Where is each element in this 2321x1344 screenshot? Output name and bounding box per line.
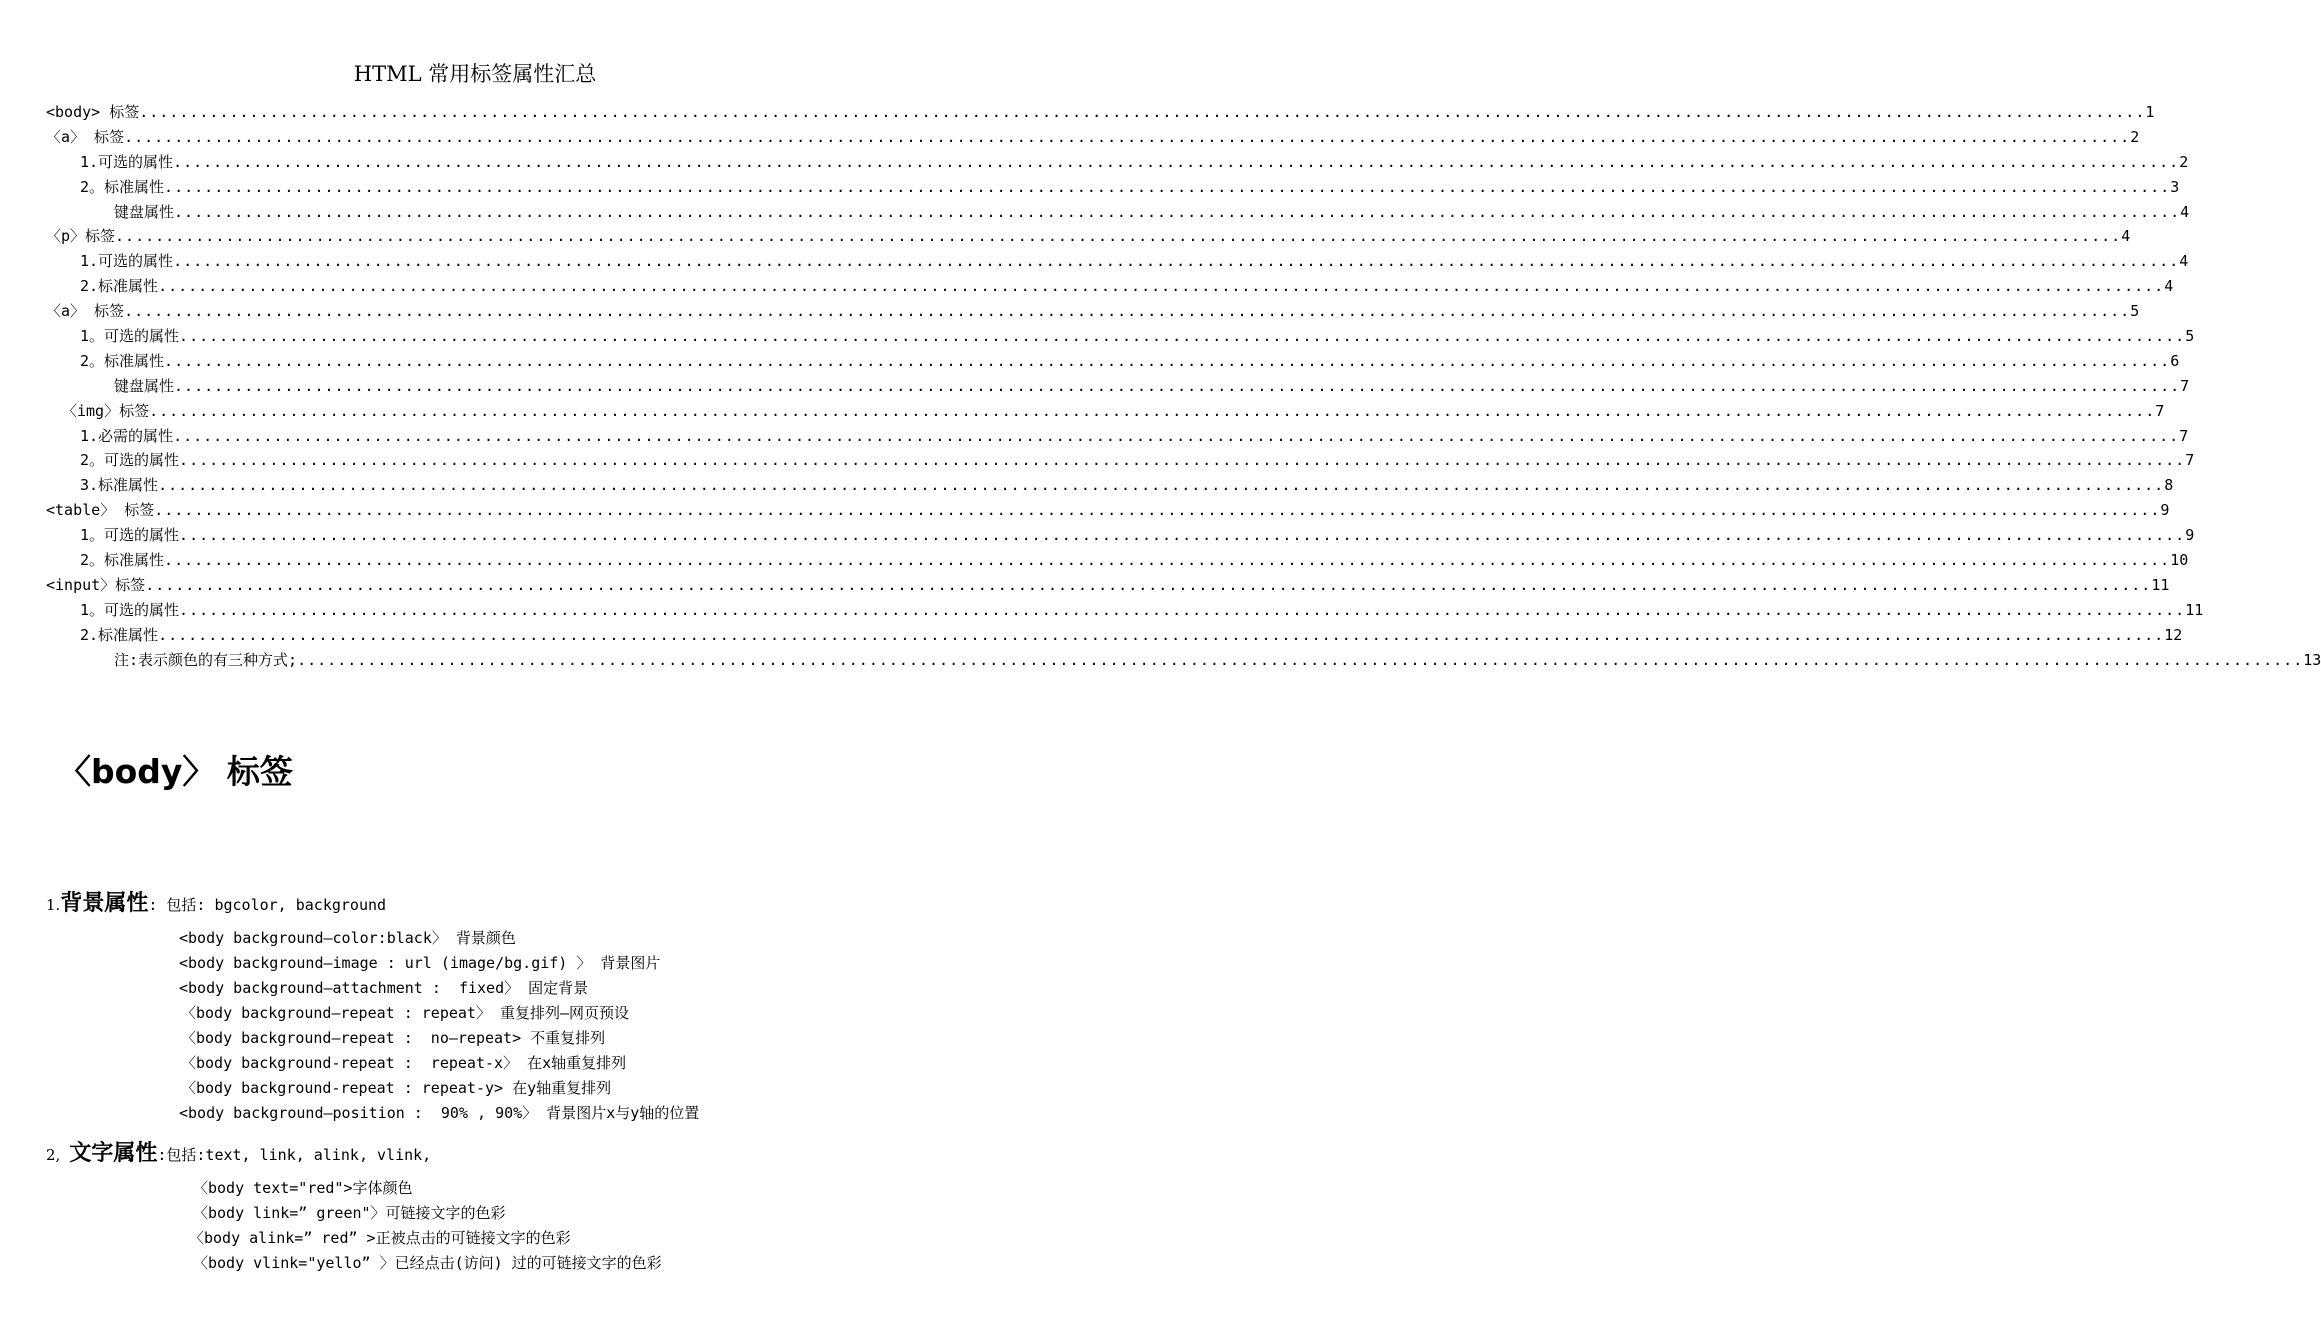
toc-page-number: 3	[2170, 177, 2180, 196]
toc-entry-label: 1。可选的属性	[80, 327, 180, 346]
toc-entry-label: 〈a〉 标签	[46, 302, 125, 321]
toc-page-number: 5	[2130, 302, 2140, 321]
toc-entry[interactable]	[0, 100, 2155, 125]
code-line: 〈body alink=” red” >正被点击的可链接文字的色彩	[189, 1229, 571, 1247]
toc-page-number: 7	[2155, 401, 2165, 420]
toc-leader-dots: ........................................................................................................................................................................................................	[149, 401, 2156, 420]
toc-page-number: 9	[2185, 526, 2195, 545]
toc-entry-label: 1。可选的属性	[80, 600, 180, 619]
background-attributes-title	[46, 886, 386, 917]
text-attributes-title	[46, 1136, 431, 1167]
toc-page-number: 4	[2164, 277, 2174, 296]
code-line: 〈body text="red">字体颜色	[193, 1179, 413, 1197]
toc-leader-dots: ........................................................................................................................................................................................................	[174, 202, 2181, 221]
toc-entry[interactable]	[0, 324, 2195, 349]
group-includes: : 包括: bgcolor, background	[148, 896, 387, 914]
toc-leader-dots: ........................................................................................................................................................................................................	[124, 127, 2131, 146]
toc-entry-label: <input〉标签	[46, 575, 146, 594]
toc-entry-label: 2。标准属性	[80, 177, 165, 196]
toc-entry-label: 1。可选的属性	[80, 526, 180, 545]
toc-entry[interactable]	[0, 224, 2131, 249]
toc-entry[interactable]	[0, 150, 2189, 175]
toc-entry-label: 3.标准属性	[80, 476, 159, 495]
toc-entry[interactable]	[0, 523, 2195, 548]
code-line: 〈body background—repeat : no—repeat> 不重复排列	[181, 1029, 606, 1047]
toc-leader-dots: ........................................................................................................................................................................................................	[158, 625, 2165, 644]
toc-leader-dots: ........................................................................................................................................................................................................	[158, 476, 2165, 495]
code-line: 〈body background—repeat : repeat〉 重复排列—网页预设	[181, 1004, 630, 1022]
toc-entry-label: 1.可选的属性	[80, 252, 174, 271]
toc-page-number: 5	[2185, 327, 2195, 346]
table-of-contents	[0, 100, 2321, 672]
toc-entry[interactable]	[0, 200, 2190, 225]
toc-leader-dots: ........................................................................................................................................................................................................	[124, 302, 2131, 321]
toc-page-number: 4	[2179, 252, 2189, 271]
toc-entry-label: 2.标准属性	[80, 277, 159, 296]
group-number: 2,	[46, 1146, 61, 1164]
toc-leader-dots: ........................................................................................................................................................................................................	[174, 376, 2181, 395]
toc-entry[interactable]	[0, 299, 2140, 324]
toc-entry-label: 键盘属性	[114, 376, 175, 395]
toc-page-number: 1	[2145, 103, 2155, 121]
toc-entry-label: 2。标准属性	[80, 351, 165, 370]
toc-entry[interactable]	[0, 274, 2174, 299]
toc-entry-label: 2.标准属性	[80, 625, 159, 644]
section-heading: 〈body〉 标签	[58, 752, 293, 791]
toc-entry-label: 2。标准属性	[80, 551, 165, 570]
code-line: 〈body vlink="yello” 〉已经点击(访问) 过的可链接文字的色彩	[193, 1254, 662, 1272]
toc-entry[interactable]	[0, 249, 2189, 274]
toc-page-number: 8	[2164, 476, 2174, 495]
toc-entry[interactable]	[0, 125, 2140, 150]
toc-entry-label: 键盘属性	[114, 202, 175, 221]
code-line: <body background—attachment : fixed〉 固定背景	[179, 979, 589, 997]
toc-entry[interactable]	[0, 349, 2180, 374]
toc-leader-dots: ........................................................................................................................................................................................................	[297, 650, 2304, 669]
toc-leader-dots: ........................................................................................................................................................................................................	[154, 501, 2161, 520]
toc-entry[interactable]	[0, 623, 2183, 648]
toc-entry[interactable]	[0, 548, 2189, 573]
toc-leader-dots: ........................................................................................................................................................................................................	[164, 351, 2171, 370]
document-title: HTML 常用标签属性汇总	[353, 62, 597, 86]
toc-entry[interactable]	[0, 598, 2204, 623]
group-title: 背景属性	[60, 891, 149, 916]
toc-entry[interactable]	[0, 374, 2190, 399]
toc-entry[interactable]	[0, 498, 2170, 523]
toc-page-number: 4	[2180, 202, 2190, 221]
toc-page-number: 7	[2179, 426, 2189, 445]
toc-entry-label: 注:表示颜色的有三种方式;	[114, 650, 298, 669]
toc-entry[interactable]	[0, 424, 2189, 449]
toc-page-number: 12	[2164, 625, 2183, 644]
group-includes: :包括:text, link, alink, vlink,	[157, 1146, 432, 1164]
toc-entry-label: 〈img〉标签	[62, 401, 150, 420]
toc-leader-dots: ........................................................................................................................................................................................................	[179, 600, 2186, 619]
group-title: 文字属性	[69, 1141, 158, 1166]
toc-leader-dots: ........................................................................................................................................................................................................	[173, 252, 2180, 271]
toc-leader-dots: ........................................................................................................................................................................................................	[145, 575, 2152, 594]
code-line: <body background—position : 90% , 90%〉 背景图片x与y轴的位置	[179, 1104, 700, 1122]
toc-page-number: 13	[2303, 650, 2321, 669]
toc-entry-label: <body> 标签	[46, 103, 140, 121]
toc-entry[interactable]	[0, 473, 2174, 498]
toc-entry[interactable]	[0, 648, 2321, 673]
toc-leader-dots: ........................................................................................................................................................................................................	[164, 177, 2171, 196]
code-line: 〈body background-repeat : repeat-y> 在y轴重复排列	[181, 1079, 612, 1097]
toc-entry[interactable]	[0, 573, 2170, 598]
toc-page-number: 7	[2180, 376, 2190, 395]
toc-page-number: 6	[2170, 351, 2180, 370]
toc-entry-label: 1.可选的属性	[80, 152, 174, 171]
toc-entry-label: 〈p〉标签	[46, 227, 116, 246]
toc-leader-dots: ........................................................................................................................................................................................................	[179, 526, 2186, 545]
toc-page-number: 10	[2170, 551, 2189, 570]
toc-page-number: 2	[2130, 127, 2140, 146]
toc-leader-dots: ........................................................................................................................................................................................................	[173, 152, 2180, 171]
toc-entry[interactable]	[0, 175, 2180, 200]
toc-leader-dots: ........................................................................................................................................................................................................	[158, 277, 2165, 296]
code-line: 〈body link=” green"〉可链接文字的色彩	[193, 1204, 506, 1222]
toc-page-number: 11	[2151, 575, 2170, 594]
toc-page-number: 4	[2121, 227, 2131, 246]
toc-page-number: 7	[2185, 451, 2195, 470]
toc-leader-dots: ........................................................................................................................................................................................................	[164, 551, 2171, 570]
code-line: <body background—image : url (image/bg.gif) 〉 背景图片	[179, 954, 661, 972]
toc-entry[interactable]	[0, 399, 2165, 424]
toc-entry[interactable]	[0, 448, 2195, 473]
toc-page-number: 11	[2185, 600, 2204, 619]
group-number: 1.	[46, 896, 61, 914]
toc-entry-label: <table〉 标签	[46, 501, 155, 520]
toc-leader-dots: ........................................................................................................................................................................................................	[179, 451, 2186, 470]
toc-entry-label: 1.必需的属性	[80, 426, 174, 445]
code-line: <body background—color:black〉 背景颜色	[179, 929, 516, 947]
toc-leader-dots: ........................................................................................................................................................................................................	[139, 103, 2146, 121]
toc-leader-dots: ........................................................................................................................................................................................................	[115, 227, 2122, 246]
toc-leader-dots: ........................................................................................................................................................................................................	[179, 327, 2186, 346]
toc-entry-label: 2。可选的属性	[80, 451, 180, 470]
code-line: 〈body background-repeat : repeat-x〉 在x轴重复排列	[181, 1054, 627, 1072]
toc-page-number: 2	[2179, 152, 2189, 171]
toc-page-number: 9	[2160, 501, 2170, 520]
toc-leader-dots: ........................................................................................................................................................................................................	[173, 426, 2180, 445]
toc-entry-label: 〈a〉 标签	[46, 127, 125, 146]
